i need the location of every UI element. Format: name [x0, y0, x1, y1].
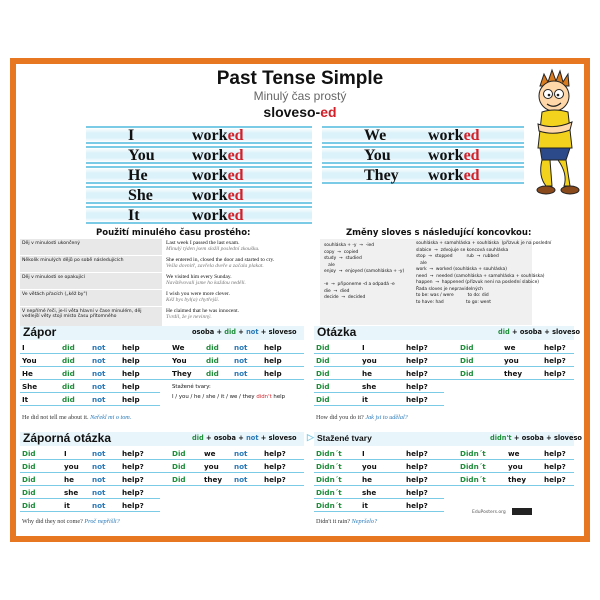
table-row: Did I not help? Did we not help?	[20, 448, 304, 460]
pronoun: They	[364, 167, 399, 184]
negative-title: Zápor	[23, 325, 57, 339]
negative-header	[20, 326, 304, 340]
conjugation-row	[86, 186, 312, 204]
table-row: Did you not help? Did you not help?	[20, 461, 304, 473]
verb-form: worked	[428, 167, 480, 184]
conjugation-row	[86, 166, 312, 184]
table-row: You did not help You did not help	[20, 355, 304, 367]
conjugation-row	[322, 166, 524, 184]
verb-form: worked	[192, 207, 244, 224]
verb-form: worked	[428, 127, 480, 144]
table-row: Did it not help?	[20, 500, 160, 512]
spelling-changes-box	[320, 239, 552, 325]
negative-question-example: Why did they not come? Proč nepřišli?	[22, 518, 120, 525]
verb-form: worked	[192, 187, 244, 204]
changes-column-2: souhláska + samohláska + souhláska (přízvuk je na poslední slabice → zdvojuje se koncová souhláska stop → stopped rub → rubbed ale work → worked (souhláska + souhláska) need → needed (samohláska + samohláska + souhláska) happen → happened (přízvuk není na poslední slabice) Řada sloves je nepravidelných to be: was / were to do: did to have: had to go: went	[416, 241, 552, 305]
contracted-forms-title: Stažené tvary	[317, 433, 372, 443]
table-row: Did you help? Did you help?	[314, 355, 574, 367]
negative-question-title: Záporná otázka	[23, 431, 112, 445]
pronoun: You	[128, 147, 155, 164]
usage-label: Děj v minulosti se opakující	[20, 273, 162, 289]
usage-label: Několik minulých dějů po sobě následujících	[20, 256, 162, 272]
page-subtitle: Minulý čas prostý	[253, 89, 347, 103]
usage-example: She entered in, closed the door and started to cry. Vešla dovnitř, zavřela dveře a začala plakat.	[166, 257, 275, 269]
usage-row	[20, 239, 310, 256]
conjugation-row	[322, 126, 524, 144]
table-row: Did he help? Did they help?	[314, 368, 574, 380]
usage-example: I wish you were more clever. Kéž bys byl(a) chytřejší.	[166, 291, 230, 303]
table-row: Didn´t it help?	[314, 500, 444, 512]
table-row: Didn´t he help? Didn´t they help?	[314, 474, 574, 486]
contracted-forms-formula: didn't + osoba + sloveso	[490, 434, 582, 442]
rule-prefix: sloveso-	[263, 104, 321, 120]
changes-title: Změny sloves s následující koncovkou:	[346, 228, 532, 238]
pronoun: She	[128, 187, 153, 204]
publisher-logo-text: EduPosters.org	[472, 510, 506, 515]
usage-example: Last week I passed the last exam. Minulý týden jsem složil poslední zkoušku.	[166, 240, 260, 252]
contracted-forms: I / you / he / she / it / we / they didn't help	[172, 394, 286, 400]
contracted-label: Stažené tvary:	[172, 384, 211, 390]
rule-suffix: ed	[320, 104, 337, 120]
conjugation-row	[322, 146, 524, 164]
pronoun: We	[364, 127, 387, 144]
table-row: Didn´t I help? Didn´t we help?	[314, 448, 574, 460]
conjugation-row	[86, 206, 312, 224]
table-row: He did not help They did not help	[20, 368, 304, 380]
pronoun: It	[128, 207, 140, 224]
page-title: Past Tense Simple	[216, 68, 384, 89]
pronoun: You	[364, 147, 391, 164]
verb-form: worked	[192, 167, 244, 184]
pronoun: I	[128, 127, 135, 144]
rule-heading	[16, 104, 584, 120]
poster	[10, 58, 590, 542]
poster-content	[16, 64, 584, 536]
question-title: Otázka	[317, 325, 357, 339]
usage-title: Použití minulého času prostého:	[96, 228, 251, 238]
usage-label: V nepřímé řeči, je-li věta hlavní v čase minulém, děj vedlejší věty stojí místo času přítomného	[20, 307, 162, 328]
table-row: Did I help? Did we help?	[314, 342, 574, 354]
table-row: Did it help?	[314, 394, 444, 406]
usage-example: He claimed that he was innocent. Tvrdil, že je nevinný.	[166, 308, 240, 320]
contracted-forms-example: Didn't it rain? Nepršelo?	[316, 518, 378, 525]
question-header	[314, 325, 581, 340]
usage-label: Ve větách přacích („kéž by")	[20, 290, 162, 306]
negative-formula: osoba + did + not + sloveso	[192, 328, 297, 336]
table-row: I did not help We did not help	[20, 342, 304, 354]
table-row: Did she help?	[314, 381, 444, 393]
usage-row	[20, 290, 310, 307]
table-row: She did not help	[20, 381, 160, 393]
cartoon-boy-illustration	[526, 68, 584, 198]
question-example: How did you do it? Jak jsi to udělal?	[316, 414, 408, 421]
contracted-forms-arrow-icon: ▷	[307, 432, 314, 442]
publisher-logo-mark	[512, 508, 532, 515]
usage-row	[20, 273, 310, 290]
conjugation-row	[86, 146, 312, 164]
verb-form: worked	[192, 147, 244, 164]
contracted-forms-header	[307, 432, 582, 446]
verb-form: worked	[192, 127, 244, 144]
table-row: Didn´t she help?	[314, 487, 444, 499]
verb-form: worked	[428, 147, 480, 164]
negative-question-header	[20, 432, 304, 446]
table-row: Didn´t you help? Didn´t you help?	[314, 461, 574, 473]
usage-row	[20, 256, 310, 273]
pronoun: He	[128, 167, 148, 184]
usage-label: Děj v minulosti ukončený	[20, 239, 162, 255]
changes-column-1: souhláska + -y → -ied copy → copied study → studied ale enjoy → enjoyed (samohláska + -y) -e → připoneme -d a odpadá -e die → died decide → decided	[324, 243, 405, 300]
conjugation-row	[86, 126, 312, 144]
table-row: It did not help	[20, 394, 160, 406]
table-row: Did she not help?	[20, 487, 160, 499]
table-row: Did he not help? Did they not help?	[20, 474, 304, 486]
usage-example: We visited him every Sunday. Navštěvovali jsme ho každou neděli.	[166, 274, 246, 286]
negative-question-formula: did + osoba + not + sloveso	[192, 434, 297, 442]
question-formula: did + osoba + sloveso	[498, 328, 581, 336]
negative-example: He did not tell me about it. Neřekl mi o tom.	[22, 414, 132, 421]
